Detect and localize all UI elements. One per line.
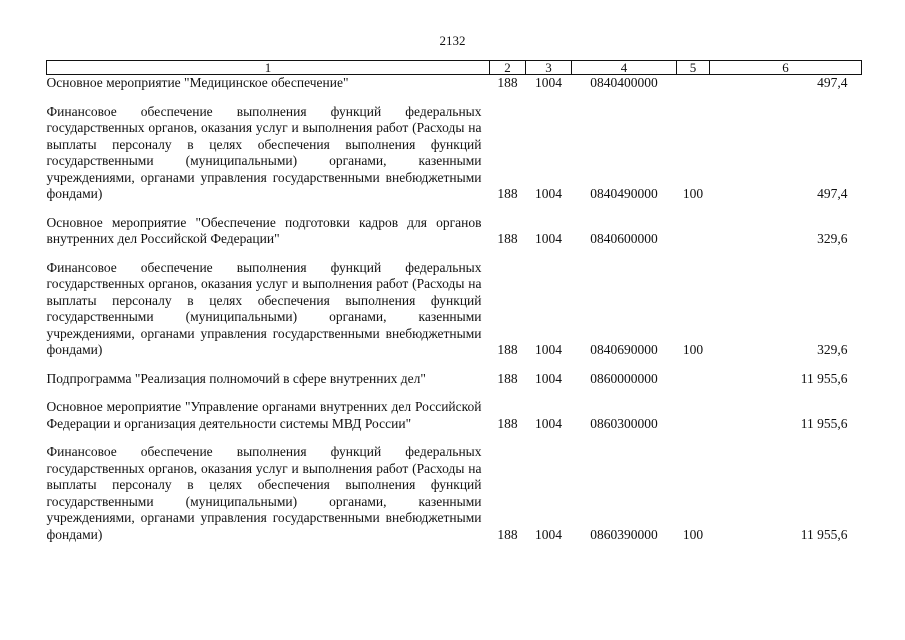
row-amount: 329,6	[817, 231, 848, 246]
row-ministry-code: 188	[497, 231, 518, 246]
row-section-code: 1004	[535, 186, 562, 201]
row-target-code: 0860000000	[590, 370, 658, 386]
row-target-code: 0860390000	[590, 526, 658, 542]
row-name: Подпрограмма "Реализация полномочий в сфере внутренних дел"	[46, 370, 426, 386]
row-ministry-code: 188	[497, 526, 518, 542]
row-amount: 497,4	[817, 75, 848, 90]
row-ministry-code: 188	[497, 75, 518, 90]
row-spacer	[47, 359, 862, 371]
table-row	[47, 260, 862, 359]
header-row	[47, 61, 862, 75]
row-expense-type: 100	[682, 526, 704, 542]
row-name: Финансовое обеспечение выполнения функций федеральных государственных органов, оказания услуг и выполнения работ (Расходы на выплаты персоналу в целях обеспечения выполнения функций государственными (муниципальными) органами, казенными учреждениями, органами управления государственными внебюджетными фондами)	[46, 103, 482, 201]
row-amount: 329,6	[817, 342, 848, 357]
row-section-code: 1004	[535, 231, 562, 246]
row-target-code: 0840400000	[590, 75, 658, 90]
row-target-code: 0840490000	[590, 186, 658, 201]
row-expense-type	[677, 75, 710, 92]
row-name: Финансовое обеспечение выполнения функций федеральных государственных органов, оказания услуг и выполнения работ (Расходы на выплаты персоналу в целях обеспечения выполнения функций государственными (муниципальными) органами, казенными учреждениями, органами управления государственными внебюджетными фондами)	[46, 259, 482, 357]
row-expense-type	[677, 215, 710, 248]
table-row	[47, 399, 862, 432]
table-row	[47, 444, 862, 543]
row-target-code: 0840690000	[590, 342, 658, 357]
row-section-code: 1004	[535, 370, 562, 386]
row-spacer	[47, 92, 862, 104]
header-col-1: 1	[47, 61, 490, 75]
row-target-code: 0860300000	[590, 415, 658, 431]
header-col-4: 4	[572, 61, 677, 75]
table-row	[47, 371, 862, 388]
row-section-code: 1004	[535, 415, 562, 431]
row-expense-type: 100	[682, 186, 704, 201]
table-row	[47, 215, 862, 248]
row-expense-type	[677, 371, 710, 388]
row-name: Основное мероприятие "Медицинское обеспечение"	[46, 75, 349, 90]
row-amount: 11 955,6	[800, 370, 848, 386]
row-ministry-code: 188	[497, 415, 518, 431]
row-section-code: 1004	[535, 342, 562, 357]
row-name: Основное мероприятие "Управление органами внутренних дел Российской Федерации и организация деятельности системы МВД России"	[46, 399, 482, 431]
row-amount: 11 955,6	[800, 526, 848, 542]
header-col-6: 6	[710, 61, 862, 75]
page-number: 2132	[439, 33, 466, 48]
header-col-3: 3	[526, 61, 572, 75]
row-section-code: 1004	[535, 75, 562, 90]
row-amount: 497,4	[817, 186, 848, 201]
table-row	[47, 75, 862, 92]
row-spacer	[47, 387, 862, 399]
row-expense-type: 100	[682, 342, 704, 357]
budget-table	[46, 60, 862, 543]
row-ministry-code: 188	[497, 186, 518, 201]
row-name: Финансовое обеспечение выполнения функций федеральных государственных органов, оказания услуг и выполнения работ (Расходы на выплаты персоналу в целях обеспечения выполнения функций государственными (муниципальными) органами, казенными учреждениями, органами управления государственными внебюджетными фондами)	[46, 444, 482, 542]
header-col-5: 5	[677, 61, 710, 75]
row-ministry-code: 188	[497, 370, 518, 386]
row-section-code: 1004	[535, 526, 562, 542]
row-name: Основное мероприятие "Обеспечение подготовки кадров для органов внутренних дел Российской Федерации"	[46, 214, 482, 246]
table-row	[47, 104, 862, 203]
row-ministry-code: 188	[497, 342, 518, 357]
row-spacer	[47, 248, 862, 260]
row-amount: 11 955,6	[800, 415, 848, 431]
header-col-2: 2	[490, 61, 526, 75]
row-expense-type	[677, 399, 710, 432]
row-spacer	[47, 432, 862, 444]
row-target-code: 0840600000	[590, 231, 658, 246]
row-spacer	[47, 203, 862, 215]
